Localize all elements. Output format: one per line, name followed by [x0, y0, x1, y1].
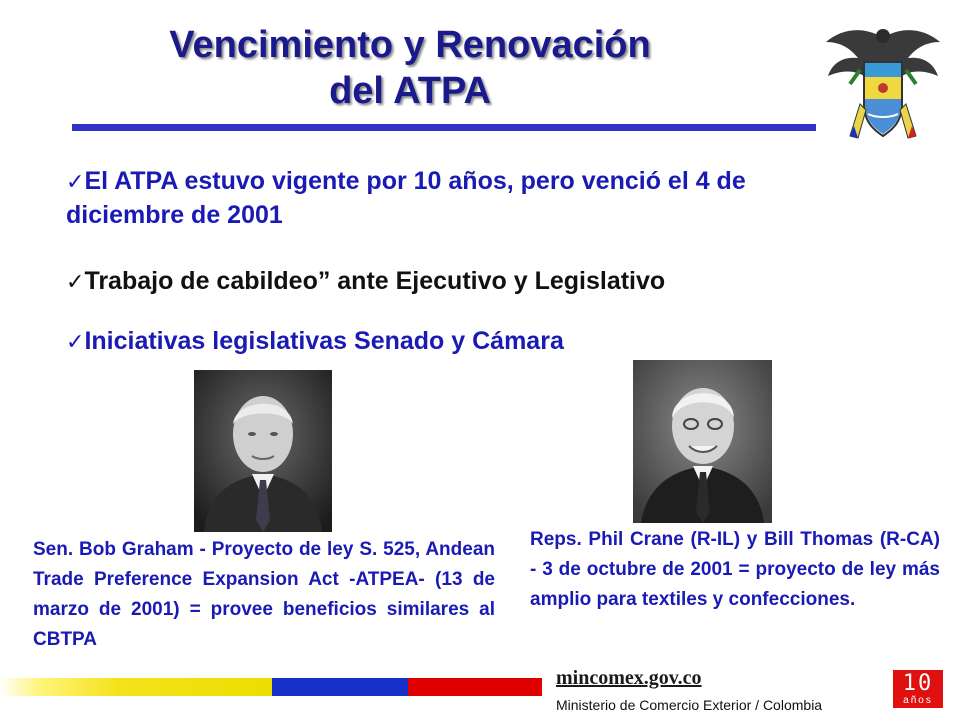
title-underline [72, 124, 816, 131]
bullet-lobbying [66, 265, 856, 299]
flag-stripe-blue [272, 678, 408, 696]
flag-stripe-yellow [0, 678, 272, 696]
portrait-bob-graham [194, 370, 332, 532]
slide-title [70, 22, 750, 114]
caption-crane-thomas: Reps. Phil Crane (R-IL) y Bill Thomas (R-CA) - 3 de octubre de 2001 = proyecto de ley más amplio para textiles y confecciones. [530, 529, 940, 610]
checkmark-icon: ✓ [66, 270, 85, 295]
title-line-1: Vencimiento y Renovación [169, 24, 651, 66]
title-line-2: del ATPA [329, 70, 491, 112]
portrait-phil-crane [633, 360, 772, 523]
ministry-label: Ministerio de Comercio Exterior / Colombia [556, 697, 823, 713]
bullet-atpa-expiration [66, 165, 856, 231]
bullet-text: Trabajo de cabildeo” ante Ejecutivo y Legislativo [84, 267, 666, 295]
flag-stripe-red [408, 678, 542, 696]
checkmark-icon: ✓ [66, 170, 85, 195]
checkmark-icon: ✓ [66, 330, 85, 355]
anniversary-badge [893, 670, 943, 708]
website-link[interactable]: mincomex.gov.co [556, 667, 702, 689]
bullet-text: El ATPA estuvo vigente por 10 años, pero venció el 4 de diciembre de 2001 [66, 167, 746, 229]
bullet-legislative-initiatives [66, 325, 856, 359]
colombia-coat-of-arms-icon [820, 18, 946, 148]
portrait-image [194, 370, 332, 532]
caption-bob-graham: Sen. Bob Graham - Proyecto de ley S. 525, Andean Trade Preference Expansion Act -ATPEA- (13 de marzo de 2001) = provee beneficios similares al CBTPA [33, 539, 495, 650]
badge-number: 10 [902, 671, 934, 696]
bullet-text: Iniciativas legislativas Senado y Cámara [84, 327, 564, 355]
portrait-image [633, 360, 772, 523]
badge-word: años [903, 695, 933, 706]
